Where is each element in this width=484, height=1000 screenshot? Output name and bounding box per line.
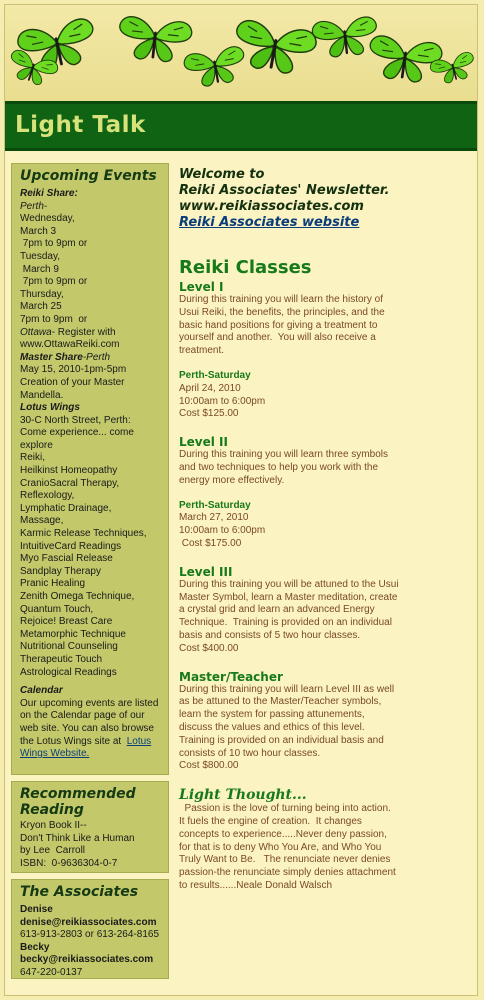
level-desc-line: basic hand positions for giving a treatment to (179, 319, 378, 331)
level-desc-line: Training is provided on an individual basis and (179, 734, 384, 746)
associate-line: Denise (20, 904, 53, 915)
welcome-block: Welcome to Reiki Associates' Newsletter. www.reikiassociates.com Reiki Associates website (179, 167, 390, 230)
butterfly-icon (311, 16, 379, 59)
event-line: Reiki Share: (20, 188, 78, 199)
butterfly-icon (117, 16, 193, 64)
reiki-associates-website-link[interactable]: Reiki Associates website (179, 215, 360, 230)
event-line: explore (20, 439, 53, 451)
newsletter-page (4, 4, 478, 996)
light-thought-title: Light Thought... (179, 787, 307, 804)
event-line: Reiki, (20, 452, 46, 464)
event-line: March 3 (20, 225, 57, 237)
upcoming-events-heading: Upcoming Events (20, 168, 157, 184)
reading-list (20, 820, 162, 870)
event-line: Lotus Wings (20, 402, 80, 414)
calendar-line (20, 736, 162, 749)
calendar-line-prefix: the Lotus Wings site at (20, 735, 127, 747)
associate-line: denise@reikiassociates.com (20, 916, 157, 928)
light-thought-text (179, 803, 473, 893)
level-title: Level III (179, 564, 233, 579)
event-line: Myo Fascial Release (20, 553, 113, 565)
recommended-reading-box (11, 781, 169, 873)
level-desc-line: consists of 10 two hour classes. (179, 747, 321, 759)
event-line: Perth- (20, 200, 48, 212)
title-bar (5, 101, 477, 151)
event-line: Tuesday, (20, 250, 61, 262)
reading-line: ISBN: 0-9636304-0-7 (20, 857, 118, 869)
event-line: March 9 (20, 263, 59, 275)
event-line: 7pm to 9pm or (20, 238, 88, 250)
level-desc-line: yourself and another. You will also receive a (179, 332, 376, 344)
event-line: Heilkinst Homeopathy (20, 465, 118, 477)
reading-line: by Lee Carroll (20, 845, 86, 857)
level-desc-line: Technique. Training is provided on an individual (179, 617, 392, 629)
event-line: May 15, 2010-1pm-5pm (20, 364, 127, 376)
level-desc-line: basis and consists of 5 two hour classes. (179, 629, 361, 641)
event-line: March 25 (20, 301, 62, 313)
level-desc-line: Cost $800.00 (179, 760, 239, 772)
event-line: Massage, (20, 515, 64, 527)
calendar-line: web site. You can also browse (20, 722, 154, 734)
reading-line: Kryon Book II-- (20, 820, 87, 831)
event-line: Nutritional Counseling (20, 641, 118, 653)
event-line: Zenith Omega Technique, (20, 591, 135, 602)
event-line: www.OttawaReiki.com (20, 339, 120, 351)
event-line: Master Share-Perth (20, 351, 111, 363)
event-line: Thursday, (20, 288, 64, 300)
event-line: Quantum Touch, (20, 603, 94, 615)
associates-box (11, 879, 169, 979)
associate-line: becky@reikiassociates.com (20, 954, 154, 966)
session-location: Perth-Saturday (179, 499, 251, 511)
upcoming-events-box (11, 163, 169, 775)
thought-line: passion-the renunciate simply denies attachment (179, 867, 396, 879)
event-line: Metamorphic Technique (20, 628, 126, 640)
event-line: Lymphatic Drainage, (20, 502, 112, 514)
session-location: Perth-Saturday (179, 369, 251, 381)
upcoming-events-list (20, 188, 162, 679)
thought-line: It fuels the engine of creation. It changes (179, 815, 362, 827)
event-line: Wednesday, (20, 213, 75, 225)
associate-line: Becky (20, 941, 50, 953)
thought-line: Passion is the love of turning being into action. (179, 803, 391, 815)
level-desc-line: Usui Reiki, the benefits, the principles, and the (179, 306, 385, 318)
level-desc-line: During this training you will learn the history of (179, 294, 383, 305)
event-line: Karmic Release Techniques, (20, 528, 147, 540)
thought-line: for that is to deny Who You Are, and Who You (179, 841, 382, 853)
level-desc-line: During this training you will be attuned to the Usui (179, 578, 399, 590)
event-line: 30-C North Street, Perth: (20, 414, 131, 426)
event-line: Mandella. (20, 389, 64, 401)
session-line: April 24, 2010 (179, 382, 241, 394)
butterfly-icon (183, 45, 248, 89)
level-desc-line: discuss the values and ethics of this level. (179, 721, 365, 733)
page-title: Light Talk (15, 112, 146, 138)
butterfly-icon (366, 34, 443, 85)
butterfly-icon-group (5, 5, 477, 101)
level-desc-line: Master Symbol, learn a Master meditation, create (179, 591, 398, 603)
level-desc-line: and two techniques to help you work with the (179, 461, 379, 473)
session-line: March 27, 2010 (179, 512, 249, 524)
butterfly-banner (5, 5, 477, 101)
event-line: Sandplay Therapy (20, 565, 101, 577)
lotus-wings-link[interactable]: Lotus (126, 735, 152, 747)
level-desc-line: energy more effectively. (179, 474, 285, 486)
session-line: Cost $125.00 (179, 408, 239, 420)
thought-line: concepts to experience.....Never deny passion, (179, 828, 387, 840)
reiki-classes-title: Reiki Classes (179, 257, 312, 278)
level-desc-line: as be attuned to the Master/Teacher symbols, (179, 696, 382, 708)
event-line: CranioSacral Therapy, (20, 477, 120, 489)
levels-list (179, 280, 473, 773)
associate-line: 613-913-2803 or 613-264-8165 (20, 929, 159, 941)
level-title: Master/Teacher (179, 669, 283, 684)
thought-line: to results......Neale Donald Walsch (179, 879, 333, 891)
recommended-reading-heading: Recommended Reading (20, 786, 136, 818)
level-desc-line: treatment. (179, 345, 225, 357)
reading-line: Don't Think Like a Human (20, 832, 135, 844)
calendar-heading: Calendar (20, 685, 63, 697)
event-line: Creation of your Master (20, 376, 125, 388)
level-desc-line: Cost $400.00 (179, 642, 239, 654)
main-content (179, 167, 473, 893)
calendar-line: on the Calendar page of our (20, 710, 145, 722)
level-desc-line: a crystal grid and learn an advanced Energy (179, 604, 375, 616)
associate-line: 647-220-0137 (20, 966, 83, 978)
session-line: 10:00am to 6:00pm (179, 395, 266, 407)
level-desc-line: During this training you will learn three symbols (179, 449, 388, 461)
level-title: Level II (179, 435, 228, 450)
session-line: Cost $175.00 (179, 537, 242, 549)
event-line: Astrological Readings (20, 666, 117, 678)
level-desc-line: learn the system for passing attunements, (179, 709, 365, 721)
event-line: 7pm to 9pm or (20, 276, 88, 288)
butterfly-icon (231, 19, 318, 78)
calendar-line: Our upcoming events are listed (20, 697, 159, 709)
associates-heading: The Associates (20, 884, 139, 900)
event-line: Rejoice! Breast Care (20, 616, 113, 628)
associates-list (20, 904, 162, 980)
event-line: Pranic Healing (20, 578, 86, 590)
level-desc-line: During this training you will learn Level III as well (179, 683, 395, 695)
event-line: 7pm to 9pm or (20, 313, 88, 325)
level-title: Level I (179, 280, 224, 294)
event-line: IntuitiveCard Readings (20, 540, 122, 552)
event-line: Ottawa- Register with (20, 326, 116, 338)
event-line: Therapeutic Touch (20, 653, 103, 665)
lotus-wings-link-cont[interactable]: Wings Website. (20, 748, 90, 760)
event-line: Come experience... come (20, 427, 134, 439)
event-line: Reflexology, (20, 490, 75, 502)
session-line: 10:00am to 6:00pm (179, 525, 266, 537)
thought-line: Truly Want to Be. The renunciate never denies (179, 854, 391, 866)
